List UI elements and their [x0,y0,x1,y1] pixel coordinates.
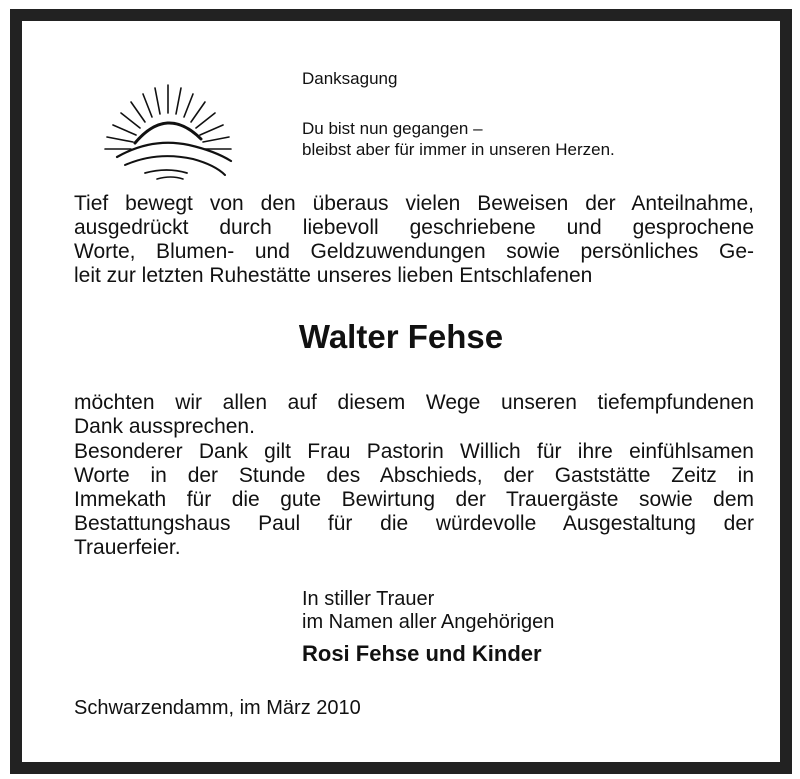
motto-line: Du bist nun gegangen – [302,119,483,138]
deceased-name: Walter Fehse [298,318,504,355]
sunrise-icon [97,75,242,183]
thanks-line: möchten wir allen auf diesem Wege unseren tiefempfundenen [74,391,754,414]
thanks-line: Immekath für die gute Bewirtung der Trauergäste sowie dem [74,488,754,511]
notice-heading: Danksagung [302,69,398,88]
intro-line: leit zur letzten Ruhestätte unseres lieben Entschlafenen [74,264,593,287]
intro-line: Tief bewegt von den überaus vielen Beweisen der Anteilnahme, [74,192,754,215]
thanks-line: Dank aussprechen. [74,415,255,438]
intro-line: ausgedrückt durch liebevoll geschriebene und gesprochene [74,216,754,239]
signature-line: In stiller Trauer [302,588,435,610]
intro-line: Worte, Blumen- und Geldzuwendungen sowie persönliches Ge- [74,240,754,263]
thanks-line: Trauerfeier. [74,536,181,559]
thanks-line: Besonderer Dank gilt Frau Pastorin Willich für ihre einfühlsamen [74,440,754,463]
motto-line: bleibst aber für immer in unseren Herzen. [302,140,615,159]
place-date: Schwarzendamm, im März 2010 [74,697,361,719]
death-notice [10,9,792,774]
thanks-line: Bestattungshaus Paul für die würdevolle Ausgestaltung der [74,512,754,535]
signature-names: Rosi Fehse und Kinder [302,641,542,666]
thanks-line: Worte in der Stunde des Abschieds, der Gaststätte Zeitz in [74,464,754,487]
signature-line: im Namen aller Angehörigen [302,611,555,633]
